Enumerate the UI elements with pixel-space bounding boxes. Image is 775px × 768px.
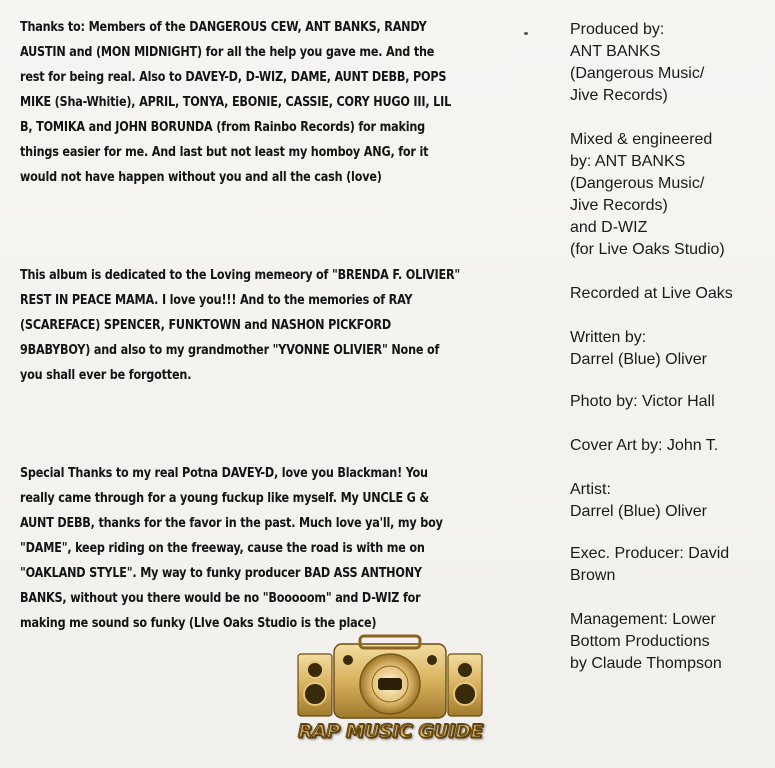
credit-recorded-at: Recorded at Live Oaks bbox=[570, 285, 733, 302]
watermark-logo-text bbox=[290, 715, 490, 750]
credit-photo-by: Photo by: Victor Hall bbox=[570, 393, 715, 410]
dedication-paragraph: This album is dedicated to the Loving memeory of "BRENDA F. OLIVIER" REST IN PEACE MAMA. I love you!!! And to the memories of RAY (SCAREFACE) SPENCER, FUNKTOWN and NASHON PICKFORD 9BABYBOY) and also to my grandmother "YVONNE OLIVIER" None of you shall ever be forgotten. bbox=[20, 268, 461, 383]
credit-exec-producer: Exec. Producer: David Brown bbox=[570, 545, 730, 584]
credit-cover-art-by: Cover Art by: John T. bbox=[570, 437, 719, 454]
credit-management: Management: Lower Bottom Productions by Claude Thompson bbox=[570, 611, 722, 672]
rap-music-guide-watermark bbox=[290, 632, 490, 764]
watermark-lettering bbox=[290, 715, 490, 745]
credit-written-by: Written by: Darrel (Blue) Oliver bbox=[570, 329, 707, 368]
speck-mark bbox=[524, 32, 528, 35]
credit-produced-by: Produced by: ANT BANKS (Dangerous Music/ Jive Records) bbox=[570, 21, 705, 104]
credit-artist: Artist: Darrel (Blue) Oliver bbox=[570, 481, 707, 520]
svg-text:RAP MUSIC GUIDE: RAP MUSIC GUIDE bbox=[297, 720, 483, 742]
credit-mixed-engineered: Mixed & engineered by: ANT BANKS (Dangerous Music/ Jive Records) and D-WIZ (for Live Oaks Studio) bbox=[570, 131, 725, 258]
thanks-paragraph: Thanks to: Members of the DANGEROUS CEW, ANT BANKS, RANDY AUSTIN and (MON MIDNIGHT) for all the help you gave me. And the rest for being real. Also to DAVEY-D, D-WIZ, DAME, AUNT DEBB, POPS MIKE (Sha-Whitie), APRIL, TONYA, EBONIE, CASSIE, CORY HUGO III, LIL B, TOMIKA and JOHN BORUNDA (from Rainbo Records) for making things easier for me. And last but not least my homboy ANG, for it would not have happen without you and all the cash (love) bbox=[20, 20, 452, 185]
special-thanks-paragraph: Special Thanks to my real Potna DAVEY-D, love you Blackman! You really came through for a young fuckup like myself. My UNCLE G & AUNT DEBB, thanks for the favor in the past. Much love ya'll, my boy "DAME", keep riding on the freeway, cause the road is with me on "OAKLAND STYLE". My way to funky producer BAD ASS ANTHONY BANKS, without you there would be no "Booooom" and D-WIZ for making me sound so funky (LIve Oaks Studio is the place) bbox=[20, 466, 443, 631]
